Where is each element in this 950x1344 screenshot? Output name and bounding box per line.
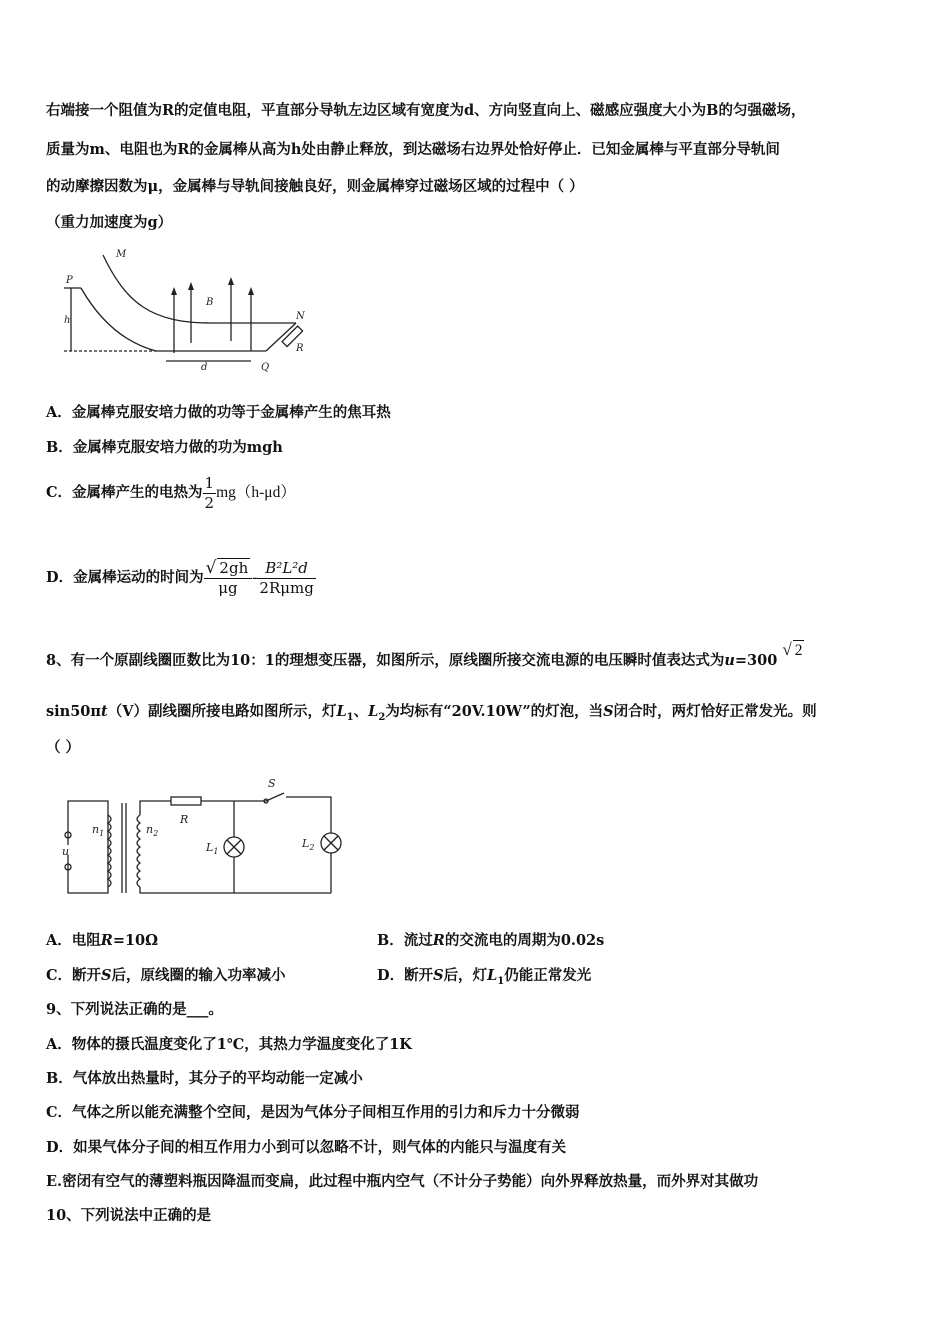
q8d-var: S xyxy=(433,967,444,984)
label-u: u xyxy=(62,845,70,858)
q8-option-c xyxy=(46,966,286,986)
q8d-mid: 后，灯 xyxy=(443,967,488,984)
sin-term: sin50π xyxy=(46,703,102,720)
l1-label: L xyxy=(336,703,347,720)
q9-stem: 9、下列说法正确的是___。 xyxy=(46,1001,223,1018)
mu-g: μg xyxy=(218,579,238,597)
arrow-head-1 xyxy=(171,287,177,295)
root-sign: √ xyxy=(782,640,792,659)
label-b: B xyxy=(206,297,214,308)
label-l2: $L_2$ xyxy=(302,837,315,852)
label-q: Q xyxy=(261,362,270,373)
q8a-prefix: A．电阻 xyxy=(46,932,101,949)
label-m: M xyxy=(116,249,127,260)
l2-sub: 2 xyxy=(378,711,386,723)
q7-option-c xyxy=(46,471,296,515)
intro-line-3: 的动摩擦因数为μ，金属棒与导轨间接触良好，则金属棒穿过磁场区域的过程中（ ） xyxy=(46,178,584,195)
s-variable: S xyxy=(603,703,614,720)
q8d-l: L xyxy=(487,967,498,984)
q10-stem: 10、下列说法中正确的是 xyxy=(46,1207,212,1224)
root-two xyxy=(782,642,804,659)
half-numerator: 1 xyxy=(204,473,215,492)
curve-inner xyxy=(81,288,156,351)
intro-line-2: 质量为m、电阻也为R的金属棒从高为h处由静止释放，到达磁场右边界处恰好停止．已知金属棒与平直部分导轨间 xyxy=(46,141,780,158)
root-two-value: 2 xyxy=(794,642,803,659)
l1-sub: 1 xyxy=(346,711,354,723)
q9-option-b: B．气体放出热量时，其分子的平均动能一定减小 xyxy=(46,1070,363,1087)
sqrt-2gh: 2gh xyxy=(219,559,249,577)
arrow-head-3 xyxy=(228,277,234,285)
q7-option-d xyxy=(46,556,316,600)
label-s: S xyxy=(268,777,276,790)
q8-line-2 xyxy=(46,702,817,728)
q8c-prefix: C．断开 xyxy=(46,967,102,984)
q8-option-a xyxy=(46,931,158,951)
half-fraction xyxy=(203,474,217,513)
q8-stem-text: 8、有一个原副线圈匝数比为10：1的理想变压器，如图所示，原线圈所接交流电源的电压瞬时值表达式为 xyxy=(46,652,725,669)
l2-label: L xyxy=(368,703,379,720)
q8-line2-d: 闭合时，两灯恰好正常发光。则 xyxy=(613,703,817,720)
curve-outer xyxy=(103,255,214,323)
transformer-figure xyxy=(56,775,346,905)
q8-line2-b: （V）副线圈所接电路如图所示，灯 xyxy=(107,703,337,720)
primary-loop xyxy=(68,801,108,893)
amplitude: =300 xyxy=(734,652,778,669)
q7-option-a: A．金属棒克服安培力做的功等于金属棒产生的焦耳热 xyxy=(46,404,391,421)
intro-line-4: （重力加速度为g） xyxy=(46,214,173,231)
switch-blade xyxy=(266,793,284,801)
q7-option-c-prefix: C．金属棒产生的电热为 xyxy=(46,484,203,501)
half-denominator: 2 xyxy=(204,493,215,512)
intro-line-1: 右端接一个阻值为R的定值电阻，平直部分导轨左边区域有宽度为d、方向竖直向上、磁感应强度大小为B的匀强磁场， xyxy=(46,102,806,119)
label-n2: $n_2$ xyxy=(146,823,159,838)
q8b-var: R xyxy=(432,932,445,949)
q7-option-d-prefix: D．金属棒运动的时间为 xyxy=(46,569,204,586)
u-variable: u xyxy=(724,652,735,669)
rail-figure xyxy=(56,243,316,373)
secondary-coil xyxy=(137,815,140,887)
label-h: h xyxy=(64,315,71,326)
b2l2d: B²L²d xyxy=(257,559,315,579)
q8-line2-c: 为均标有“20V.10W”的灯泡，当 xyxy=(385,703,604,720)
arrow-head-2 xyxy=(188,282,194,290)
q8b-prefix: B．流过 xyxy=(377,932,433,949)
minus-sign: - xyxy=(252,569,258,586)
q8a-var: R xyxy=(100,932,113,949)
q8-answer-paren: （ ） xyxy=(46,739,81,756)
t-variable: t xyxy=(101,703,108,720)
time-fraction-2 xyxy=(257,559,315,598)
rail-diagram xyxy=(56,243,316,373)
label-r: R xyxy=(180,813,189,826)
sep: 、 xyxy=(353,703,369,720)
label-n1: $n_1$ xyxy=(92,823,105,838)
q9-option-d: D．如果气体分子间的相互作用力小到可以忽略不计，则气体的内能只与温度有关 xyxy=(46,1139,567,1156)
label-p: P xyxy=(66,275,73,286)
q8c-rest: 后，原线圈的输入功率减小 xyxy=(111,967,286,984)
q8d-sub: 1 xyxy=(497,975,505,987)
q8-option-b xyxy=(377,931,604,951)
q8d-prefix: D．断开 xyxy=(377,967,434,984)
label-l1: $L_1$ xyxy=(206,841,219,856)
label-n: N xyxy=(296,311,305,322)
q8-option-d xyxy=(377,966,591,992)
circuit-diagram xyxy=(56,775,346,905)
q8a-val: =10Ω xyxy=(112,932,159,949)
q8d-rest: 仍能正常发光 xyxy=(504,967,592,984)
q7-option-b: B．金属棒克服安培力做的功为mgh xyxy=(46,439,283,456)
arrow-head-4 xyxy=(248,287,254,295)
secondary-top-wire xyxy=(140,801,171,815)
bottom-wire xyxy=(140,887,331,893)
q9-option-e: E.密闭有空气的薄塑料瓶因降温而变扁，此过程中瓶内空气（不计分子势能）向外界释放热量，而外界对其做功 xyxy=(46,1173,759,1190)
q8-line-1 xyxy=(46,640,804,671)
two-r-mu-mg: 2Rμmg xyxy=(259,578,314,597)
resistor-r xyxy=(171,797,201,805)
sqrt-sign: √ xyxy=(205,558,217,578)
time-fraction-1 xyxy=(204,558,253,598)
label-r: R xyxy=(296,343,304,354)
q9-option-a: A．物体的摄氏温度变化了1℃，其热力学温度变化了1K xyxy=(46,1036,412,1053)
label-d: d xyxy=(201,362,208,373)
heat-expression: mg（h-μd） xyxy=(216,484,296,501)
q8b-rest: 的交流电的周期为0.02s xyxy=(444,932,605,949)
q8c-var: S xyxy=(101,967,112,984)
q9-option-c: C．气体之所以能充满整个空间，是因为气体分子间相互作用的引力和斥力十分微弱 xyxy=(46,1104,580,1121)
rail-end xyxy=(266,323,296,351)
